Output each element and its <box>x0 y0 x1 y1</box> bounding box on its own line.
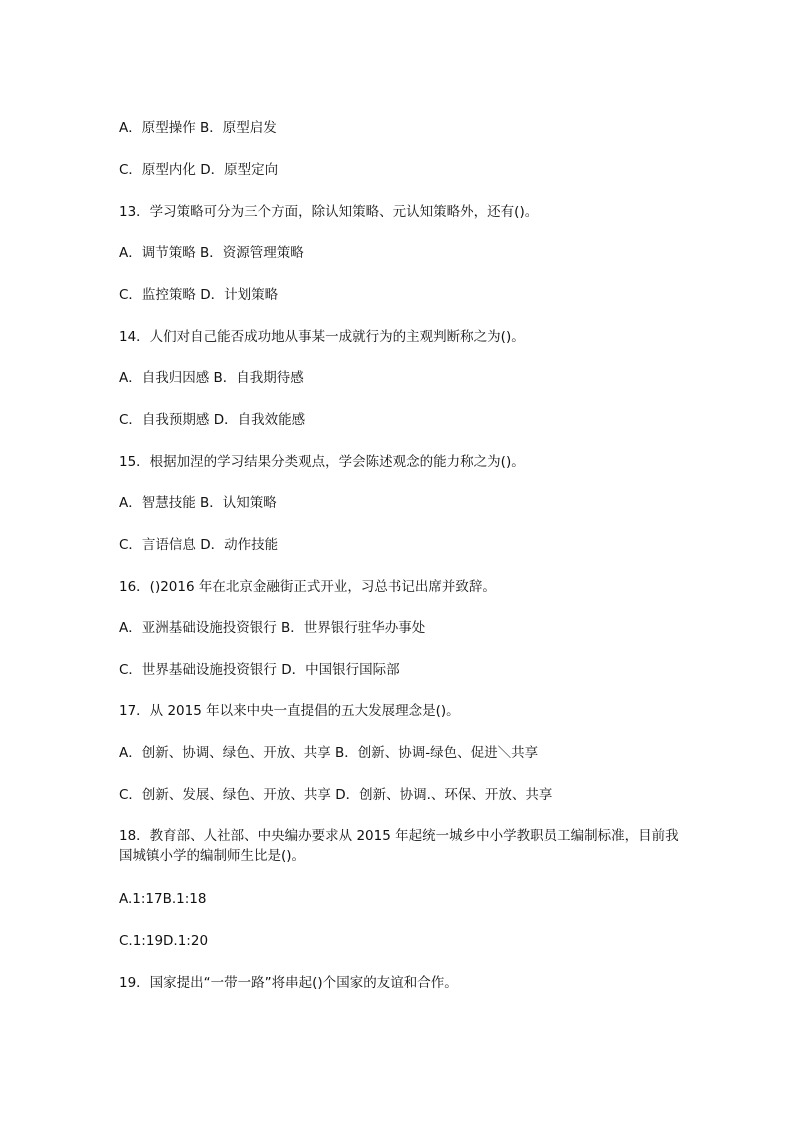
option-line: C．世界基础设施投资银行 D．中国银行国际部 <box>119 662 400 678</box>
question-15: 15．根据加涅的学习结果分类观点，学会陈述观念的能力称之为()。 <box>119 454 525 470</box>
option-line: C．原型内化 D．原型定向 <box>119 162 279 178</box>
option-line: A.1:17B.1:18 <box>119 891 207 907</box>
option-line: A．亚洲基础设施投资银行 B．世界银行驻华办事处 <box>119 620 426 636</box>
option-line: C．创新、发展、绿色、开放、共享 D．创新、协调.、环保、开放、共享 <box>119 787 553 803</box>
option-line: A．自我归因感 B．自我期待感 <box>119 370 304 386</box>
option-line: A．智慧技能 B．认知策略 <box>119 495 277 511</box>
question-18: 18．教育部、人社部、中央编办要求从 2015 年起统一城乡中小学教职员工编制标准，目前我国城镇小学的编制师生比是()。 <box>119 828 679 864</box>
option-line: C．言语信息 D．动作技能 <box>119 537 279 553</box>
option-line: C．监控策略 D．计划策略 <box>119 287 279 303</box>
question-14: 14．人们对自己能否成功地从事某一成就行为的主观判断称之为()。 <box>119 329 525 345</box>
question-13: 13．学习策略可分为三个方面，除认知策略、元认知策略外，还有()。 <box>119 204 539 220</box>
option-line: A．创新、协调、绿色、开放、共享 B．创新、协调-绿色、促进＼共享 <box>119 745 539 761</box>
question-19: 19．国家提出“一带一路”将串起()个国家的友谊和合作。 <box>119 975 458 991</box>
option-line: C．自我预期感 D．自我效能感 <box>119 412 306 428</box>
option-line: C.1:19D.1:20 <box>119 933 209 949</box>
question-16: 16．()2016 年在北京金融街正式开业，习总书记出席并致辞。 <box>119 579 496 595</box>
question-17: 17．从 2015 年以来中央一直提倡的五大发展理念是()。 <box>119 703 460 719</box>
option-line: A．调节策略 B．资源管理策略 <box>119 245 304 261</box>
option-line: A．原型操作 B．原型启发 <box>119 120 277 136</box>
